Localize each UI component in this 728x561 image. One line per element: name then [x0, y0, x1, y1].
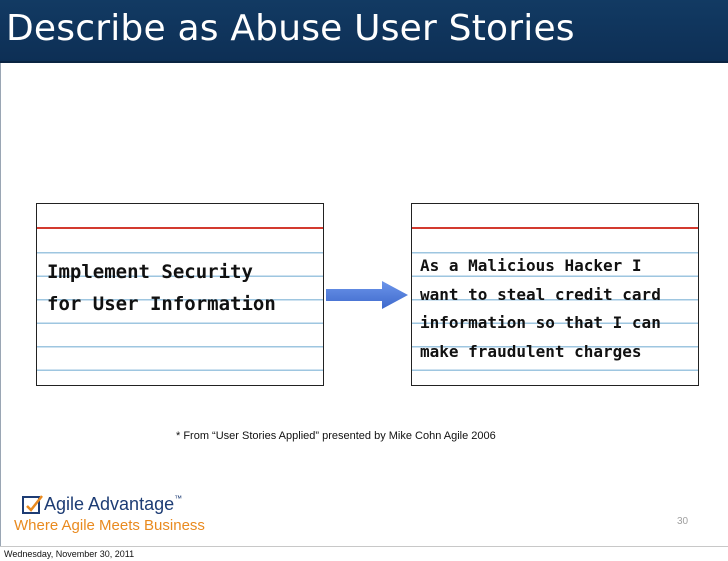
abuse-story-line: make fraudulent charges [420, 341, 642, 361]
abuse-story-line: want to steal credit card [420, 284, 661, 304]
slide-title: Describe as Abuse User Stories [6, 8, 575, 49]
abuse-story-line: As a Malicious Hacker I [420, 256, 642, 275]
logo-mark-icon [22, 494, 44, 516]
footer-divider [0, 546, 728, 547]
logo-tagline: Where Agile Meets Business [14, 517, 205, 534]
index-card-abuse-story [411, 203, 699, 386]
index-card-original-story [36, 203, 324, 386]
citation: * From “User Stories Applied” presented by Mike Cohn Agile 2006 [176, 430, 496, 442]
page-number: 30 [677, 516, 689, 527]
title-bar [0, 0, 728, 63]
abuse-story-line: information so that I can [420, 313, 661, 332]
original-story-text [47, 256, 276, 320]
logo-trademark: ™ [174, 494, 183, 503]
original-story-line: for User Information [47, 293, 276, 315]
right-arrow-icon [324, 280, 410, 310]
slide-left-border [0, 63, 1, 546]
original-story-line: Implement Security [47, 261, 253, 283]
abuse-story-text [420, 252, 661, 366]
logo-name-text: Agile Advantage [44, 494, 175, 514]
footer-date: Wednesday, November 30, 2011 [4, 549, 135, 559]
logo-name [44, 494, 182, 515]
agile-advantage-logo [14, 494, 244, 542]
